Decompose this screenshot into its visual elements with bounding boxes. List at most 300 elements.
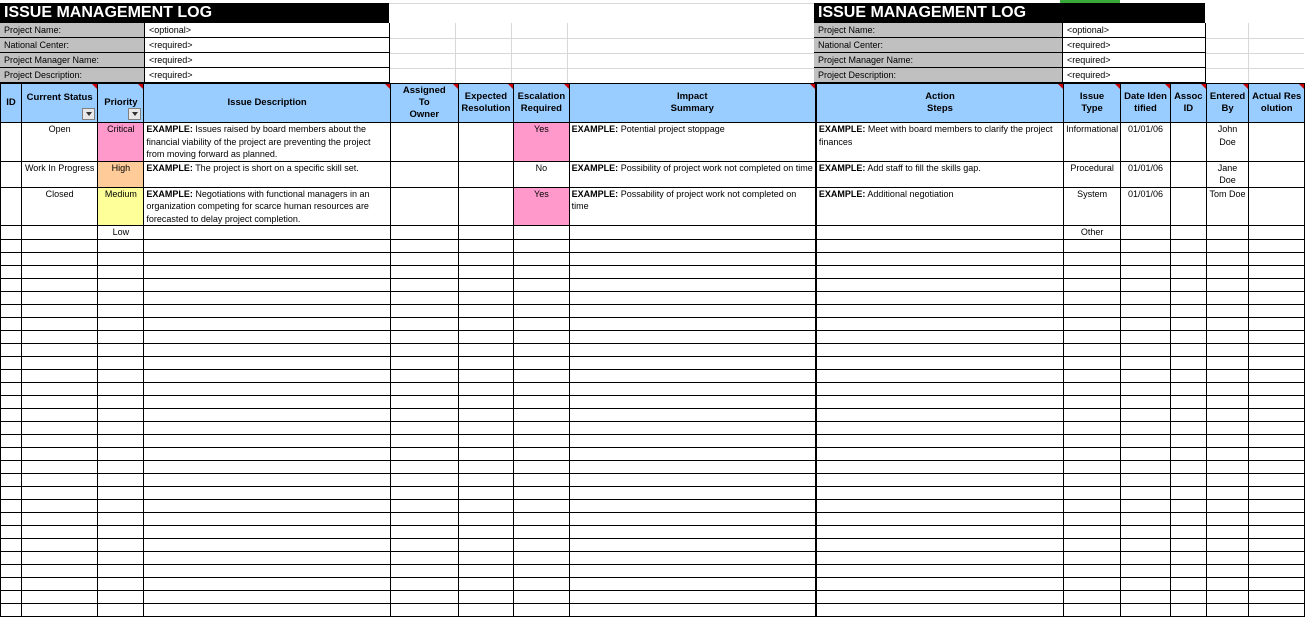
cell-impact-summary[interactable] [569, 538, 816, 551]
cell-priority[interactable] [98, 590, 144, 603]
cell-date-identified[interactable] [1121, 421, 1171, 434]
cell-issue-description[interactable] [144, 304, 391, 317]
cell-issue-type[interactable] [1064, 252, 1121, 265]
cell-current-status[interactable] [21, 252, 98, 265]
cell-issue-type[interactable] [1064, 603, 1121, 616]
cell-current-status[interactable] [21, 330, 98, 343]
cell-issue-type[interactable] [1064, 343, 1121, 356]
cell-issue-type[interactable] [1064, 291, 1121, 304]
cell-action-steps[interactable] [816, 304, 1064, 317]
cell-escalation-required[interactable] [514, 330, 570, 343]
cell-action-steps[interactable] [816, 239, 1064, 252]
cell-actual-resolution[interactable] [1249, 577, 1305, 590]
cell-issue-description[interactable] [144, 551, 391, 564]
cell-priority[interactable] [98, 408, 144, 421]
cell-impact-summary[interactable] [569, 187, 816, 226]
cell-entered-by[interactable] [1206, 252, 1249, 265]
cell-escalation-required[interactable] [514, 265, 570, 278]
cell-actual-resolution[interactable] [1249, 291, 1305, 304]
cell-expected-resolution[interactable] [458, 265, 513, 278]
cell-issue-type[interactable] [1064, 330, 1121, 343]
cell-issue-description[interactable] [144, 265, 391, 278]
cell-assigned-owner[interactable] [390, 564, 458, 577]
cell-entered-by[interactable] [1206, 421, 1249, 434]
cell-current-status[interactable] [21, 525, 98, 538]
cell-priority[interactable] [98, 486, 144, 499]
cell-expected-resolution[interactable] [458, 538, 513, 551]
cell-impact-summary[interactable] [569, 317, 816, 330]
cell-issue-description[interactable] [144, 460, 391, 473]
cell-entered-by[interactable] [1206, 577, 1249, 590]
cell-expected-resolution[interactable] [458, 304, 513, 317]
cell-assoc-id[interactable] [1170, 239, 1206, 252]
cell-action-steps[interactable] [816, 447, 1064, 460]
cell-issue-type[interactable] [1064, 421, 1121, 434]
cell-escalation-required[interactable] [514, 434, 570, 447]
cell-current-status[interactable] [21, 226, 98, 240]
cell-assigned-owner[interactable] [390, 317, 458, 330]
cell-action-steps[interactable] [816, 577, 1064, 590]
cell-issue-type[interactable] [1064, 278, 1121, 291]
cell-actual-resolution[interactable] [1249, 499, 1305, 512]
col-header-expected-resolution[interactable] [458, 84, 513, 123]
cell-assoc-id[interactable] [1170, 434, 1206, 447]
national-center-field[interactable]: <required> [144, 38, 390, 53]
cell-action-steps[interactable] [816, 564, 1064, 577]
cell-issue-description[interactable] [144, 486, 391, 499]
cell-assigned-owner[interactable] [390, 577, 458, 590]
cell-assigned-owner[interactable] [390, 421, 458, 434]
cell-priority[interactable] [98, 369, 144, 382]
cell-assigned-owner[interactable] [390, 603, 458, 616]
cell-id[interactable] [1, 343, 22, 356]
cell-issue-type[interactable] [1064, 538, 1121, 551]
cell-issue-description[interactable] [144, 538, 391, 551]
status-filter-dropdown[interactable] [82, 108, 95, 120]
cell-issue-description[interactable] [144, 590, 391, 603]
cell-actual-resolution[interactable] [1249, 538, 1305, 551]
cell-expected-resolution[interactable] [458, 590, 513, 603]
cell-date-identified[interactable] [1121, 395, 1171, 408]
cell-date-identified[interactable] [1121, 447, 1171, 460]
cell-actual-resolution[interactable] [1249, 512, 1305, 525]
cell-id[interactable] [1, 551, 22, 564]
cell-issue-type[interactable] [1064, 460, 1121, 473]
cell-actual-resolution[interactable] [1249, 525, 1305, 538]
cell-current-status[interactable] [21, 265, 98, 278]
cell-actual-resolution[interactable] [1249, 123, 1305, 162]
cell-impact-summary[interactable] [569, 551, 816, 564]
cell-action-steps[interactable] [816, 226, 1064, 240]
cell-assoc-id[interactable] [1170, 317, 1206, 330]
cell-date-identified[interactable] [1121, 369, 1171, 382]
cell-issue-type[interactable] [1064, 486, 1121, 499]
cell-date-identified[interactable] [1121, 343, 1171, 356]
cell-entered-by[interactable] [1206, 447, 1249, 460]
cell-assoc-id[interactable] [1170, 395, 1206, 408]
cell-id[interactable] [1, 408, 22, 421]
cell-priority[interactable] [98, 382, 144, 395]
cell-expected-resolution[interactable] [458, 123, 513, 162]
col-header-impact-summary[interactable] [569, 84, 816, 123]
cell-assigned-owner[interactable] [390, 343, 458, 356]
cell-impact-summary[interactable] [569, 278, 816, 291]
cell-expected-resolution[interactable] [458, 408, 513, 421]
cell-impact-summary[interactable] [569, 408, 816, 421]
cell-id[interactable] [1, 499, 22, 512]
cell-assigned-owner[interactable] [390, 434, 458, 447]
col-header-assoc-id[interactable] [1170, 84, 1206, 123]
cell-entered-by[interactable] [1206, 395, 1249, 408]
cell-date-identified[interactable] [1121, 473, 1171, 486]
cell-assigned-owner[interactable] [390, 123, 458, 162]
cell-issue-description[interactable] [144, 408, 391, 421]
cell-current-status[interactable] [21, 239, 98, 252]
cell-issue-description[interactable] [144, 421, 391, 434]
cell-id[interactable] [1, 226, 22, 240]
cell-issue-description[interactable] [144, 291, 391, 304]
cell-entered-by[interactable]: Tom Doe [1206, 187, 1249, 226]
cell-impact-summary[interactable] [569, 421, 816, 434]
cell-impact-summary[interactable] [569, 343, 816, 356]
cell-escalation-required[interactable] [514, 356, 570, 369]
cell-assoc-id[interactable] [1170, 123, 1206, 162]
cell-issue-description[interactable] [144, 330, 391, 343]
cell-issue-description[interactable] [144, 343, 391, 356]
cell-priority[interactable] [98, 265, 144, 278]
cell-assigned-owner[interactable] [390, 538, 458, 551]
cell-priority[interactable] [98, 512, 144, 525]
cell-issue-type[interactable] [1064, 239, 1121, 252]
cell-escalation-required[interactable] [514, 369, 570, 382]
cell-actual-resolution[interactable] [1249, 382, 1305, 395]
cell-issue-description[interactable] [144, 187, 391, 226]
cell-current-status[interactable] [21, 603, 98, 616]
cell-escalation-required[interactable] [514, 408, 570, 421]
cell-priority[interactable]: Medium [98, 187, 144, 226]
cell-impact-summary[interactable] [569, 304, 816, 317]
cell-action-steps[interactable] [816, 278, 1064, 291]
cell-impact-summary[interactable] [569, 512, 816, 525]
cell-action-steps[interactable] [816, 369, 1064, 382]
cell-escalation-required[interactable] [514, 226, 570, 240]
cell-entered-by[interactable] [1206, 343, 1249, 356]
cell-assoc-id[interactable] [1170, 551, 1206, 564]
cell-action-steps[interactable] [816, 590, 1064, 603]
cell-current-status[interactable] [21, 590, 98, 603]
cell-assigned-owner[interactable] [390, 291, 458, 304]
cell-id[interactable] [1, 525, 22, 538]
cell-actual-resolution[interactable] [1249, 317, 1305, 330]
cell-actual-resolution[interactable] [1249, 473, 1305, 486]
cell-assigned-owner[interactable] [390, 473, 458, 486]
cell-expected-resolution[interactable] [458, 291, 513, 304]
cell-current-status[interactable] [21, 278, 98, 291]
cell-assigned-owner[interactable] [390, 265, 458, 278]
cell-assoc-id[interactable] [1170, 343, 1206, 356]
cell-date-identified[interactable] [1121, 512, 1171, 525]
cell-assoc-id[interactable] [1170, 382, 1206, 395]
cell-escalation-required[interactable] [514, 291, 570, 304]
cell-impact-summary[interactable] [569, 564, 816, 577]
col-header-entered-by[interactable] [1206, 84, 1249, 123]
cell-issue-description[interactable] [144, 239, 391, 252]
cell-entered-by[interactable] [1206, 408, 1249, 421]
cell-escalation-required[interactable] [514, 577, 570, 590]
cell-issue-description[interactable] [144, 473, 391, 486]
cell-actual-resolution[interactable] [1249, 408, 1305, 421]
cell-priority[interactable] [98, 330, 144, 343]
cell-assigned-owner[interactable] [390, 512, 458, 525]
cell-assoc-id[interactable] [1170, 590, 1206, 603]
cell-issue-description[interactable] [144, 123, 391, 162]
cell-assigned-owner[interactable] [390, 161, 458, 187]
project-manager-field[interactable]: <required> [144, 53, 390, 68]
cell-expected-resolution[interactable] [458, 499, 513, 512]
cell-issue-description[interactable] [144, 434, 391, 447]
cell-issue-description[interactable] [144, 252, 391, 265]
cell-entered-by[interactable] [1206, 226, 1249, 240]
cell-entered-by[interactable] [1206, 356, 1249, 369]
cell-date-identified[interactable] [1121, 252, 1171, 265]
cell-issue-description[interactable] [144, 317, 391, 330]
cell-id[interactable] [1, 434, 22, 447]
cell-id[interactable] [1, 590, 22, 603]
cell-entered-by[interactable] [1206, 304, 1249, 317]
cell-assoc-id[interactable] [1170, 278, 1206, 291]
cell-impact-summary[interactable] [569, 382, 816, 395]
cell-expected-resolution[interactable] [458, 525, 513, 538]
cell-action-steps[interactable] [816, 252, 1064, 265]
cell-current-status[interactable] [21, 538, 98, 551]
cell-entered-by[interactable] [1206, 512, 1249, 525]
cell-current-status[interactable] [21, 486, 98, 499]
cell-date-identified[interactable] [1121, 304, 1171, 317]
cell-actual-resolution[interactable] [1249, 252, 1305, 265]
cell-current-status[interactable] [21, 499, 98, 512]
cell-priority[interactable] [98, 278, 144, 291]
cell-issue-type[interactable] [1064, 395, 1121, 408]
cell-actual-resolution[interactable] [1249, 265, 1305, 278]
cell-id[interactable] [1, 317, 22, 330]
cell-current-status[interactable] [21, 369, 98, 382]
cell-issue-type[interactable] [1064, 551, 1121, 564]
cell-issue-type[interactable] [1064, 317, 1121, 330]
cell-current-status[interactable] [21, 421, 98, 434]
cell-impact-summary[interactable] [569, 161, 816, 187]
cell-expected-resolution[interactable] [458, 382, 513, 395]
cell-assoc-id[interactable] [1170, 187, 1206, 226]
cell-assigned-owner[interactable] [390, 239, 458, 252]
cell-impact-summary[interactable] [569, 226, 816, 240]
cell-impact-summary[interactable] [569, 369, 816, 382]
cell-issue-type[interactable] [1064, 265, 1121, 278]
col-header-date-identified[interactable] [1121, 84, 1171, 123]
cell-actual-resolution[interactable] [1249, 239, 1305, 252]
cell-entered-by[interactable] [1206, 499, 1249, 512]
cell-entered-by[interactable] [1206, 278, 1249, 291]
cell-expected-resolution[interactable] [458, 187, 513, 226]
cell-date-identified[interactable]: 01/01/06 [1121, 123, 1171, 162]
cell-assoc-id[interactable] [1170, 356, 1206, 369]
cell-action-steps[interactable] [816, 486, 1064, 499]
cell-current-status[interactable] [21, 564, 98, 577]
cell-id[interactable] [1, 369, 22, 382]
cell-current-status[interactable] [21, 551, 98, 564]
cell-expected-resolution[interactable] [458, 486, 513, 499]
cell-assoc-id[interactable] [1170, 603, 1206, 616]
col-header-priority[interactable] [98, 84, 144, 123]
col-header-issue-description[interactable] [144, 84, 391, 123]
cell-escalation-required[interactable] [514, 499, 570, 512]
cell-date-identified[interactable] [1121, 226, 1171, 240]
cell-date-identified[interactable] [1121, 239, 1171, 252]
cell-current-status[interactable] [21, 304, 98, 317]
cell-current-status[interactable] [21, 382, 98, 395]
project-description-field-right[interactable]: <required> [1062, 68, 1206, 83]
cell-entered-by[interactable] [1206, 590, 1249, 603]
cell-priority[interactable]: Low [98, 226, 144, 240]
cell-escalation-required[interactable] [514, 590, 570, 603]
cell-current-status[interactable] [21, 447, 98, 460]
cell-date-identified[interactable] [1121, 499, 1171, 512]
cell-entered-by[interactable] [1206, 486, 1249, 499]
cell-impact-summary[interactable] [569, 252, 816, 265]
cell-escalation-required[interactable] [514, 525, 570, 538]
cell-escalation-required[interactable] [514, 317, 570, 330]
cell-priority[interactable] [98, 395, 144, 408]
cell-expected-resolution[interactable] [458, 577, 513, 590]
cell-current-status[interactable] [21, 512, 98, 525]
cell-issue-description[interactable] [144, 226, 391, 240]
cell-date-identified[interactable] [1121, 317, 1171, 330]
cell-action-steps[interactable] [816, 499, 1064, 512]
cell-action-steps[interactable] [816, 512, 1064, 525]
cell-issue-type[interactable] [1064, 447, 1121, 460]
cell-current-status[interactable] [21, 460, 98, 473]
cell-id[interactable] [1, 304, 22, 317]
cell-assoc-id[interactable] [1170, 265, 1206, 278]
cell-impact-summary[interactable] [569, 395, 816, 408]
cell-id[interactable] [1, 123, 22, 162]
cell-id[interactable] [1, 239, 22, 252]
cell-action-steps[interactable] [816, 603, 1064, 616]
cell-issue-type[interactable] [1064, 473, 1121, 486]
cell-action-steps[interactable] [816, 265, 1064, 278]
cell-escalation-required[interactable] [514, 564, 570, 577]
cell-actual-resolution[interactable] [1249, 590, 1305, 603]
cell-issue-type[interactable] [1064, 499, 1121, 512]
cell-actual-resolution[interactable] [1249, 161, 1305, 187]
cell-impact-summary[interactable] [569, 356, 816, 369]
col-header-current-status[interactable] [21, 84, 98, 123]
cell-assigned-owner[interactable] [390, 382, 458, 395]
cell-impact-summary[interactable] [569, 486, 816, 499]
cell-actual-resolution[interactable] [1249, 421, 1305, 434]
cell-escalation-required[interactable] [514, 421, 570, 434]
cell-priority[interactable] [98, 343, 144, 356]
cell-entered-by[interactable] [1206, 330, 1249, 343]
cell-id[interactable] [1, 382, 22, 395]
cell-assoc-id[interactable] [1170, 499, 1206, 512]
cell-assoc-id[interactable] [1170, 525, 1206, 538]
cell-entered-by[interactable] [1206, 291, 1249, 304]
cell-entered-by[interactable] [1206, 538, 1249, 551]
cell-actual-resolution[interactable] [1249, 395, 1305, 408]
cell-assigned-owner[interactable] [390, 304, 458, 317]
cell-assoc-id[interactable] [1170, 447, 1206, 460]
cell-action-steps[interactable] [816, 551, 1064, 564]
cell-impact-summary[interactable] [569, 577, 816, 590]
cell-priority[interactable] [98, 473, 144, 486]
cell-assigned-owner[interactable] [390, 356, 458, 369]
cell-entered-by[interactable]: Jane Doe [1206, 161, 1249, 187]
cell-actual-resolution[interactable] [1249, 460, 1305, 473]
cell-escalation-required[interactable] [514, 512, 570, 525]
cell-priority[interactable] [98, 304, 144, 317]
cell-impact-summary[interactable] [569, 499, 816, 512]
cell-action-steps[interactable] [816, 161, 1064, 187]
cell-id[interactable] [1, 538, 22, 551]
cell-entered-by[interactable]: John Doe [1206, 123, 1249, 162]
cell-current-status[interactable] [21, 473, 98, 486]
cell-actual-resolution[interactable] [1249, 447, 1305, 460]
cell-priority[interactable] [98, 538, 144, 551]
cell-expected-resolution[interactable] [458, 551, 513, 564]
cell-entered-by[interactable] [1206, 473, 1249, 486]
cell-expected-resolution[interactable] [458, 343, 513, 356]
cell-current-status[interactable] [21, 577, 98, 590]
cell-escalation-required[interactable] [514, 447, 570, 460]
cell-issue-description[interactable] [144, 382, 391, 395]
col-header-actual-resolution[interactable] [1249, 84, 1305, 123]
cell-action-steps[interactable] [816, 408, 1064, 421]
cell-escalation-required[interactable] [514, 538, 570, 551]
cell-issue-type[interactable] [1064, 382, 1121, 395]
cell-expected-resolution[interactable] [458, 603, 513, 616]
cell-entered-by[interactable] [1206, 603, 1249, 616]
cell-impact-summary[interactable] [569, 265, 816, 278]
cell-date-identified[interactable] [1121, 590, 1171, 603]
cell-entered-by[interactable] [1206, 460, 1249, 473]
cell-priority[interactable] [98, 447, 144, 460]
cell-action-steps[interactable] [816, 291, 1064, 304]
cell-action-steps[interactable] [816, 460, 1064, 473]
cell-action-steps[interactable] [816, 356, 1064, 369]
cell-expected-resolution[interactable] [458, 434, 513, 447]
cell-current-status[interactable] [21, 356, 98, 369]
cell-id[interactable] [1, 577, 22, 590]
cell-id[interactable] [1, 486, 22, 499]
cell-impact-summary[interactable] [569, 525, 816, 538]
cell-actual-resolution[interactable] [1249, 434, 1305, 447]
cell-assoc-id[interactable] [1170, 538, 1206, 551]
project-name-field[interactable]: <optional> [144, 23, 390, 38]
cell-escalation-required[interactable] [514, 395, 570, 408]
cell-action-steps[interactable] [816, 434, 1064, 447]
cell-id[interactable] [1, 252, 22, 265]
cell-expected-resolution[interactable] [458, 317, 513, 330]
cell-current-status[interactable]: Work In Progress [21, 161, 98, 187]
cell-actual-resolution[interactable] [1249, 330, 1305, 343]
cell-date-identified[interactable] [1121, 356, 1171, 369]
cell-actual-resolution[interactable] [1249, 278, 1305, 291]
cell-action-steps[interactable] [816, 473, 1064, 486]
cell-action-steps[interactable] [816, 395, 1064, 408]
cell-impact-summary[interactable] [569, 473, 816, 486]
cell-current-status[interactable]: Closed [21, 187, 98, 226]
cell-expected-resolution[interactable] [458, 512, 513, 525]
